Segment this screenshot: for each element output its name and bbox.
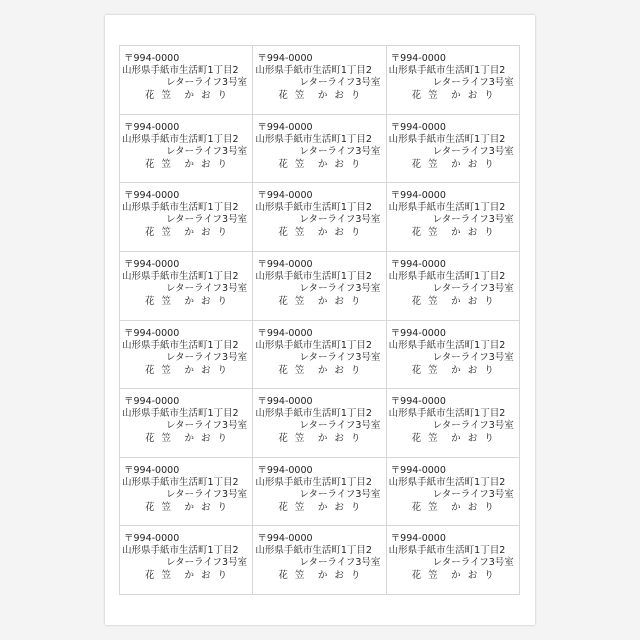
address-line-1: 山形県手紙市生活町1丁目2 xyxy=(122,545,239,557)
recipient-name: 花 笠 か お り xyxy=(278,295,363,307)
address-line-2: レターライフ3号室 xyxy=(432,351,514,363)
recipient-name: 花 笠 か お り xyxy=(278,501,363,513)
address-line-1: 山形県手紙市生活町1丁目2 xyxy=(122,133,239,145)
address-line-2: レターライフ3号室 xyxy=(166,488,248,500)
address-line-1: 山形県手紙市生活町1丁目2 xyxy=(122,408,239,420)
postal-code: 〒994-0000 xyxy=(124,190,180,202)
address-line-1: 山形県手紙市生活町1丁目2 xyxy=(122,65,239,76)
address-line-1: 山形県手紙市生活町1丁目2 xyxy=(388,545,506,557)
recipient-name: 花 笠 か お り xyxy=(278,227,363,239)
address-label xyxy=(387,46,520,115)
address-line-2: レターライフ3号室 xyxy=(299,77,381,88)
postal-code: 〒994-0000 xyxy=(390,396,446,408)
address-line-1: 山形県手紙市生活町1丁目2 xyxy=(388,202,506,214)
address-line-2: レターライフ3号室 xyxy=(166,77,248,88)
address-label xyxy=(120,252,253,321)
address-label xyxy=(387,458,520,527)
address-label xyxy=(253,321,386,390)
recipient-name: 花 笠 か お り xyxy=(411,90,496,101)
address-line-2: レターライフ3号室 xyxy=(432,488,514,500)
postal-code: 〒994-0000 xyxy=(390,533,446,545)
recipient-name: 花 笠 か お り xyxy=(145,433,230,445)
address-line-1: 山形県手紙市生活町1丁目2 xyxy=(255,476,372,488)
address-label xyxy=(120,526,253,595)
address-line-1: 山形県手紙市生活町1丁目2 xyxy=(255,408,372,420)
address-label xyxy=(120,458,253,527)
recipient-name: 花 笠 か お り xyxy=(278,364,363,376)
postal-code: 〒994-0000 xyxy=(257,533,313,545)
recipient-name: 花 笠 か お り xyxy=(145,501,230,513)
recipient-name: 花 笠 か お り xyxy=(411,501,496,513)
address-line-2: レターライフ3号室 xyxy=(432,145,514,157)
postal-code: 〒994-0000 xyxy=(390,258,446,270)
postal-code: 〒994-0000 xyxy=(390,121,446,133)
recipient-name: 花 笠 か お り xyxy=(145,227,230,239)
address-line-2: レターライフ3号室 xyxy=(166,214,248,226)
address-line-2: レターライフ3号室 xyxy=(432,282,514,294)
address-label xyxy=(253,389,386,458)
postal-code: 〒994-0000 xyxy=(257,464,313,476)
postal-code: 〒994-0000 xyxy=(124,53,180,64)
recipient-name: 花 笠 か お り xyxy=(411,433,496,445)
address-line-1: 山形県手紙市生活町1丁目2 xyxy=(388,270,506,282)
address-label xyxy=(387,526,520,595)
recipient-name: 花 笠 か お り xyxy=(411,158,496,170)
address-label xyxy=(253,115,386,184)
address-label xyxy=(253,46,386,115)
address-line-1: 山形県手紙市生活町1丁目2 xyxy=(122,270,239,282)
recipient-name: 花 笠 か お り xyxy=(278,90,363,101)
address-line-2: レターライフ3号室 xyxy=(299,557,381,569)
postal-code: 〒994-0000 xyxy=(124,121,180,133)
label-sheet xyxy=(105,15,535,625)
address-line-1: 山形県手紙市生活町1丁目2 xyxy=(255,65,372,76)
recipient-name: 花 笠 か お り xyxy=(411,570,496,582)
address-label xyxy=(387,389,520,458)
address-line-2: レターライフ3号室 xyxy=(166,145,248,157)
recipient-name: 花 笠 か お り xyxy=(411,227,496,239)
address-line-1: 山形県手紙市生活町1丁目2 xyxy=(388,339,506,351)
address-label xyxy=(120,115,253,184)
address-line-2: レターライフ3号室 xyxy=(432,77,514,88)
postal-code: 〒994-0000 xyxy=(124,327,180,339)
recipient-name: 花 笠 か お り xyxy=(145,570,230,582)
address-line-2: レターライフ3号室 xyxy=(166,420,248,432)
address-line-1: 山形県手紙市生活町1丁目2 xyxy=(255,270,372,282)
postal-code: 〒994-0000 xyxy=(390,464,446,476)
recipient-name: 花 笠 か お り xyxy=(145,295,230,307)
address-label xyxy=(387,115,520,184)
address-label xyxy=(253,252,386,321)
address-line-2: レターライフ3号室 xyxy=(299,420,381,432)
address-line-1: 山形県手紙市生活町1丁目2 xyxy=(122,339,239,351)
address-line-1: 山形県手紙市生活町1丁目2 xyxy=(388,65,506,76)
address-label xyxy=(387,252,520,321)
address-label xyxy=(120,183,253,252)
address-label xyxy=(253,526,386,595)
postal-code: 〒994-0000 xyxy=(257,258,313,270)
address-label xyxy=(387,183,520,252)
address-label xyxy=(120,46,253,115)
label-grid xyxy=(119,45,520,595)
postal-code: 〒994-0000 xyxy=(390,190,446,202)
address-line-2: レターライフ3号室 xyxy=(166,557,248,569)
address-line-2: レターライフ3号室 xyxy=(299,214,381,226)
address-line-1: 山形県手紙市生活町1丁目2 xyxy=(122,202,239,214)
recipient-name: 花 笠 か お り xyxy=(278,158,363,170)
address-label xyxy=(253,458,386,527)
address-label xyxy=(253,183,386,252)
postal-code: 〒994-0000 xyxy=(257,190,313,202)
address-line-1: 山形県手紙市生活町1丁目2 xyxy=(388,133,506,145)
address-line-1: 山形県手紙市生活町1丁目2 xyxy=(122,476,239,488)
address-line-1: 山形県手紙市生活町1丁目2 xyxy=(255,202,372,214)
recipient-name: 花 笠 か お り xyxy=(145,90,230,101)
postal-code: 〒994-0000 xyxy=(257,121,313,133)
address-line-2: レターライフ3号室 xyxy=(166,351,248,363)
postal-code: 〒994-0000 xyxy=(257,53,313,64)
address-line-2: レターライフ3号室 xyxy=(299,145,381,157)
postal-code: 〒994-0000 xyxy=(124,464,180,476)
postal-code: 〒994-0000 xyxy=(390,53,446,64)
address-label xyxy=(120,321,253,390)
recipient-name: 花 笠 か お り xyxy=(411,364,496,376)
address-line-1: 山形県手紙市生活町1丁目2 xyxy=(388,476,506,488)
address-line-2: レターライフ3号室 xyxy=(432,557,514,569)
postal-code: 〒994-0000 xyxy=(124,396,180,408)
address-line-2: レターライフ3号室 xyxy=(299,282,381,294)
address-line-2: レターライフ3号室 xyxy=(299,351,381,363)
postal-code: 〒994-0000 xyxy=(257,396,313,408)
recipient-name: 花 笠 か お り xyxy=(145,158,230,170)
address-line-2: レターライフ3号室 xyxy=(166,282,248,294)
address-line-1: 山形県手紙市生活町1丁目2 xyxy=(255,339,372,351)
postal-code: 〒994-0000 xyxy=(390,327,446,339)
address-line-2: レターライフ3号室 xyxy=(432,214,514,226)
postal-code: 〒994-0000 xyxy=(124,258,180,270)
recipient-name: 花 笠 か お り xyxy=(278,433,363,445)
address-line-1: 山形県手紙市生活町1丁目2 xyxy=(255,545,372,557)
recipient-name: 花 笠 か お り xyxy=(145,364,230,376)
address-label xyxy=(387,321,520,390)
postal-code: 〒994-0000 xyxy=(124,533,180,545)
address-line-1: 山形県手紙市生活町1丁目2 xyxy=(388,408,506,420)
address-line-2: レターライフ3号室 xyxy=(432,420,514,432)
recipient-name: 花 笠 か お り xyxy=(411,295,496,307)
address-label xyxy=(120,389,253,458)
address-line-2: レターライフ3号室 xyxy=(299,488,381,500)
postal-code: 〒994-0000 xyxy=(257,327,313,339)
recipient-name: 花 笠 か お り xyxy=(278,570,363,582)
address-line-1: 山形県手紙市生活町1丁目2 xyxy=(255,133,372,145)
